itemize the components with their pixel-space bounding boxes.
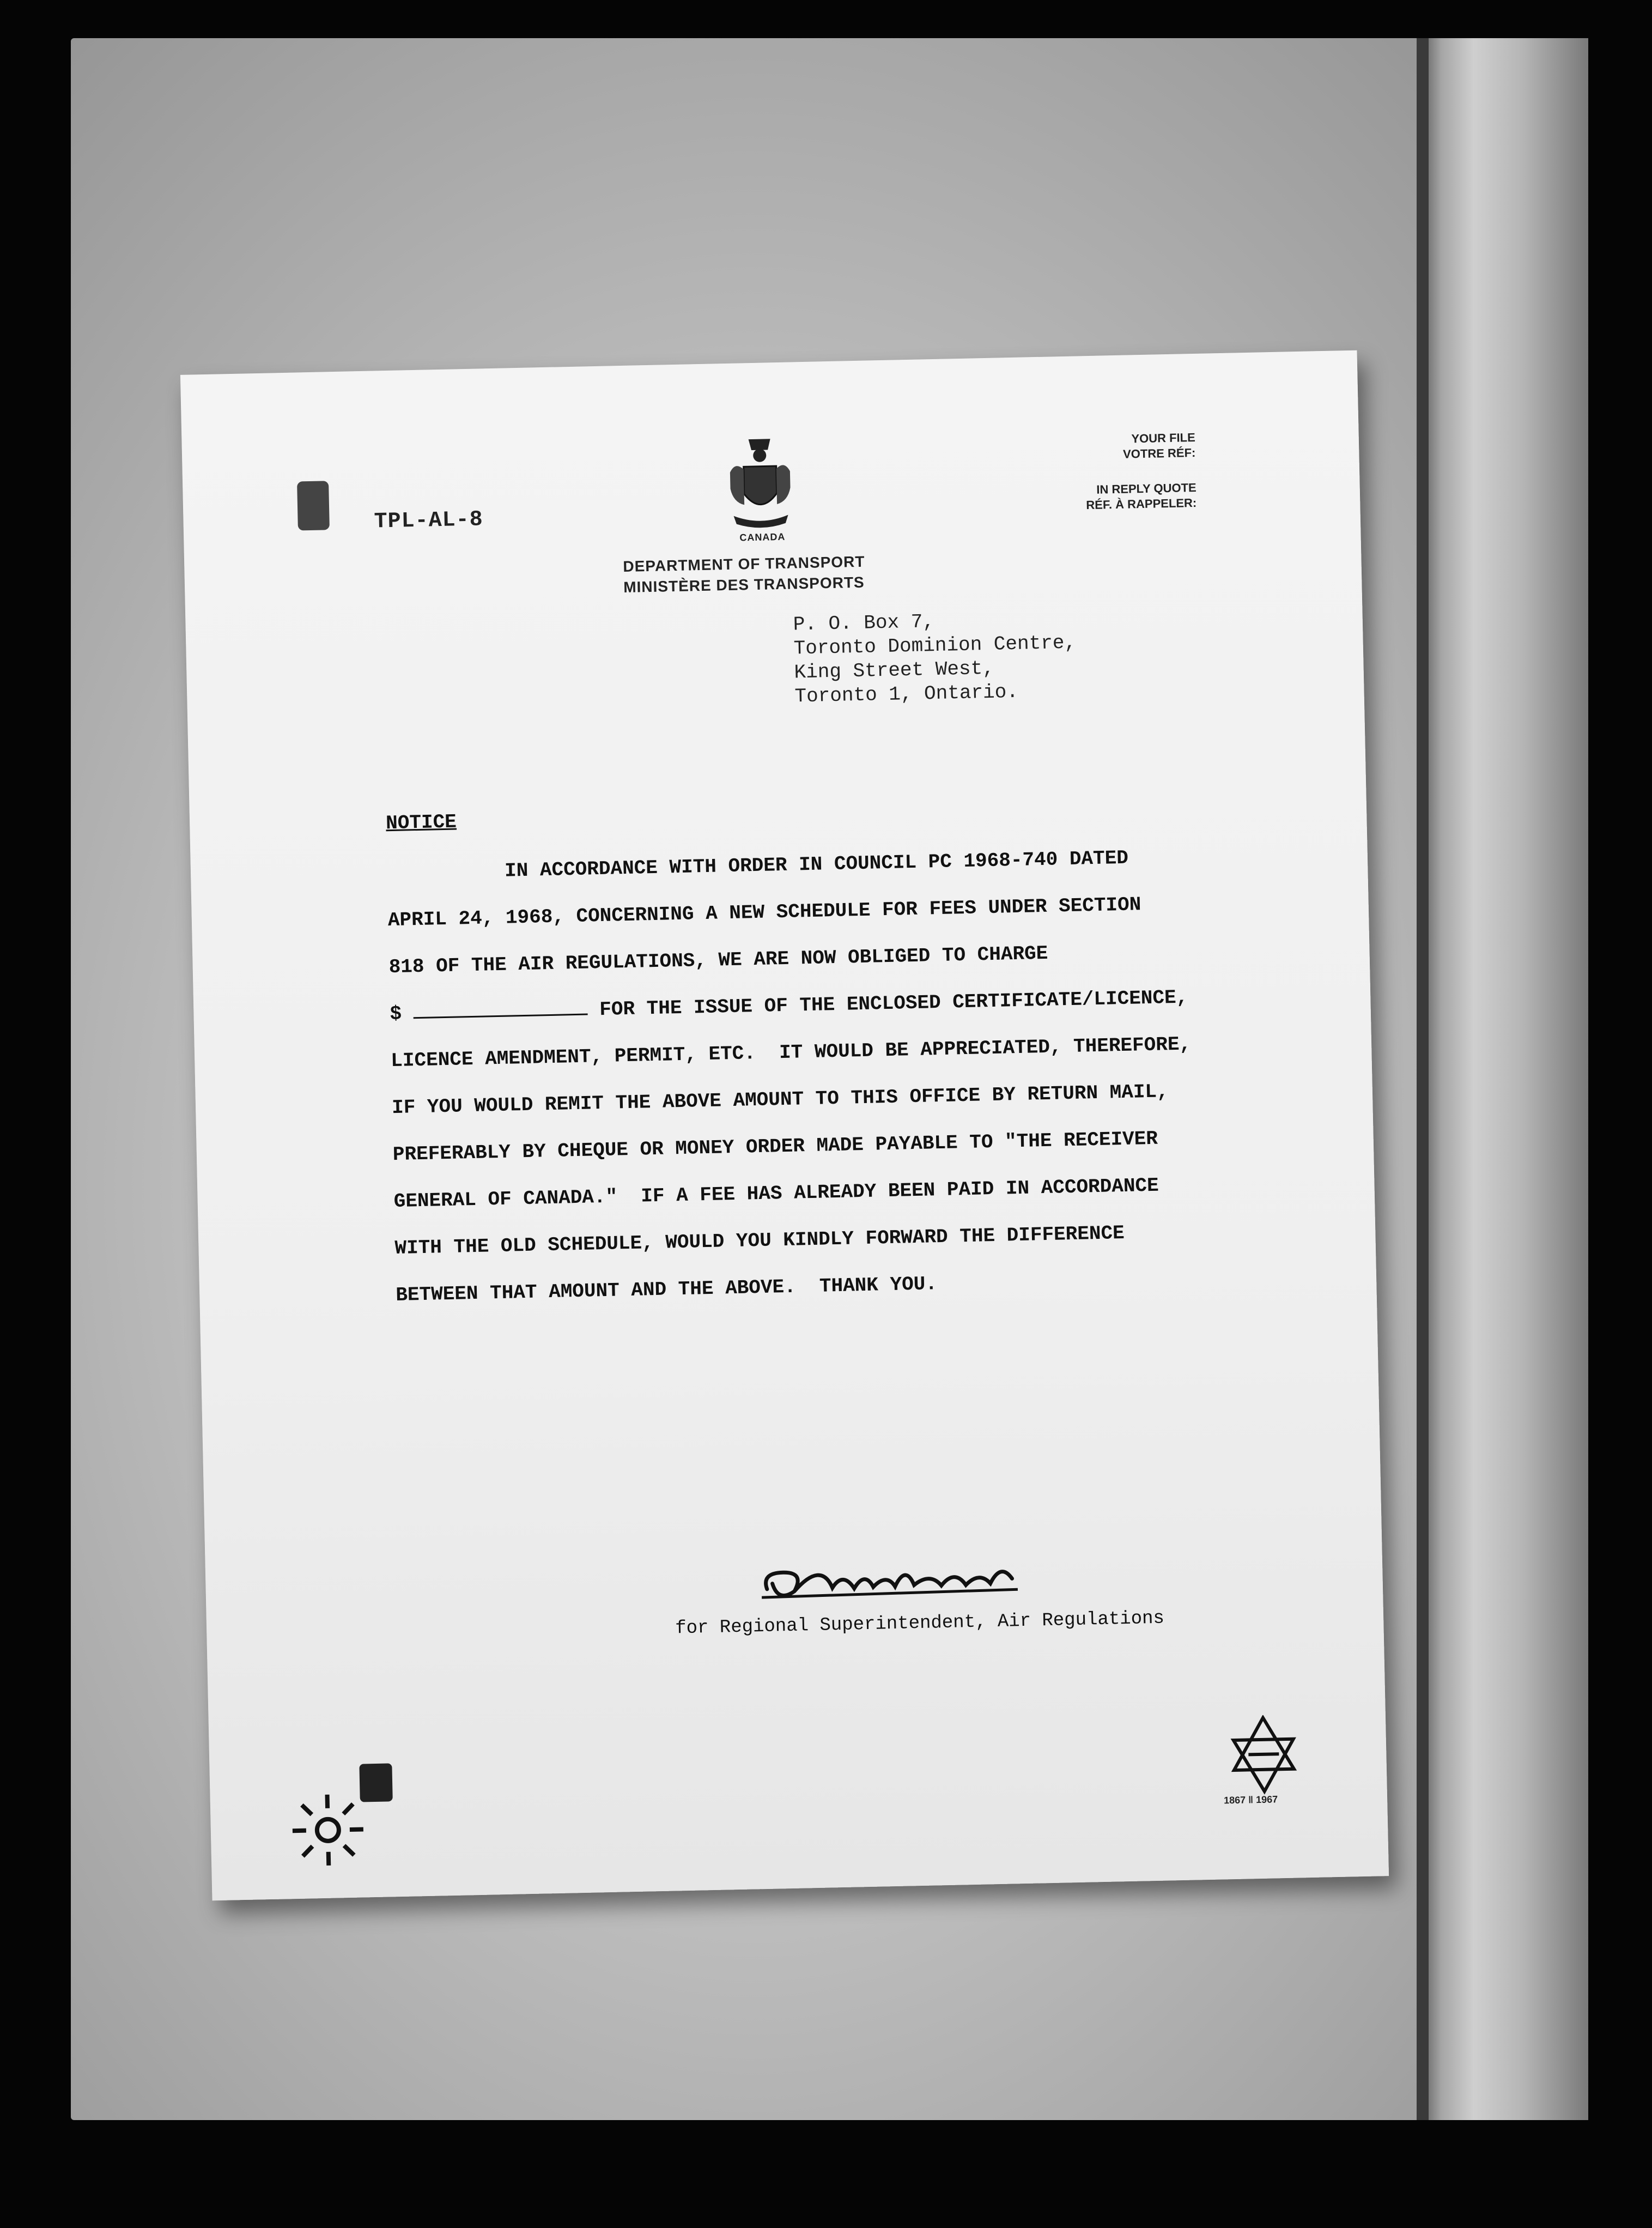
your-file-fr: VOTRE RÉF:	[1122, 445, 1196, 461]
notice-document	[180, 350, 1389, 1901]
signature-caption: for Regional Superintendent, Air Regulations	[675, 1608, 1165, 1639]
centennial-emblem-icon	[1228, 1714, 1300, 1797]
reply-quote-fr: RÉF. À RAPPELER:	[1086, 495, 1197, 512]
body-line: GENERAL OF CANADA." IF A FEE HAS ALREADY BEEN PAID IN ACCORDANCE	[393, 1174, 1159, 1213]
body-line: PREFERABLY BY CHEQUE OR MONEY ORDER MADE PAYABLE TO "THE RECEIVER	[392, 1127, 1158, 1166]
body-line: IF YOU WOULD REMIT THE ABOVE AMOUNT TO THIS OFFICE BY RETURN MAIL,	[391, 1080, 1169, 1119]
body-line: BETWEEN THAT AMOUNT AND THE ABOVE. THANK YOU.	[395, 1273, 938, 1307]
reply-quote-en: IN REPLY QUOTE	[1096, 480, 1197, 497]
department-name	[623, 552, 866, 598]
mailing-address	[793, 607, 1077, 709]
your-file-en: YOUR FILE	[1131, 430, 1195, 446]
coat-of-arms-icon	[721, 433, 799, 532]
body-line: 818 OF THE AIR REGULATIONS, WE ARE NOW OBLIGED TO CHARGE	[388, 942, 1048, 979]
document-code: TPL-AL-8	[374, 507, 484, 535]
body-line: WITH THE OLD SCHEDULE, WOULD YOU KINDLY FORWARD THE DIFFERENCE	[394, 1221, 1125, 1260]
notice-heading: NOTICE	[385, 810, 457, 835]
body-line: APRIL 24, 1968, CONCERNING A NEW SCHEDULE FOR FEES UNDER SECTION	[387, 893, 1141, 932]
crest-label: CANADA	[739, 531, 786, 543]
handwritten-signature	[755, 1545, 1050, 1611]
wood-strip	[1425, 38, 1588, 2120]
department-en: DEPARTMENT OF TRANSPORT	[623, 553, 865, 575]
expo-emblem-icon	[286, 1788, 369, 1872]
body-line: LICENCE AMENDMENT, PERMIT, ETC. IT WOULD BE APPRECIATED, THEREFORE,	[390, 1033, 1192, 1073]
fee-amount-blank[interactable]	[413, 997, 588, 1019]
wood-edge	[1417, 38, 1429, 2120]
clip-mark	[359, 1763, 392, 1802]
fee-suffix: FOR THE ISSUE OF THE ENCLOSED CERTIFICATE/LICENCE,	[587, 986, 1188, 1021]
department-fr: MINISTÈRE DES TRANSPORTS	[623, 573, 865, 596]
address-line: King Street West,	[794, 657, 995, 684]
reference-block	[1085, 430, 1197, 513]
clip-mark	[297, 481, 330, 530]
address-line: Toronto 1, Ontario.	[794, 680, 1019, 708]
centennial-label: 1867 ǁ 1967	[1223, 1794, 1278, 1806]
notice-body	[386, 833, 1246, 1319]
fee-prefix: $	[390, 1002, 402, 1026]
address-line: P. O. Box 7,	[793, 610, 935, 636]
body-line: IN ACCORDANCE WITH ORDER IN COUNCIL PC 1968-740 DATED	[386, 846, 1129, 885]
address-line: Toronto Dominion Centre,	[793, 631, 1077, 660]
